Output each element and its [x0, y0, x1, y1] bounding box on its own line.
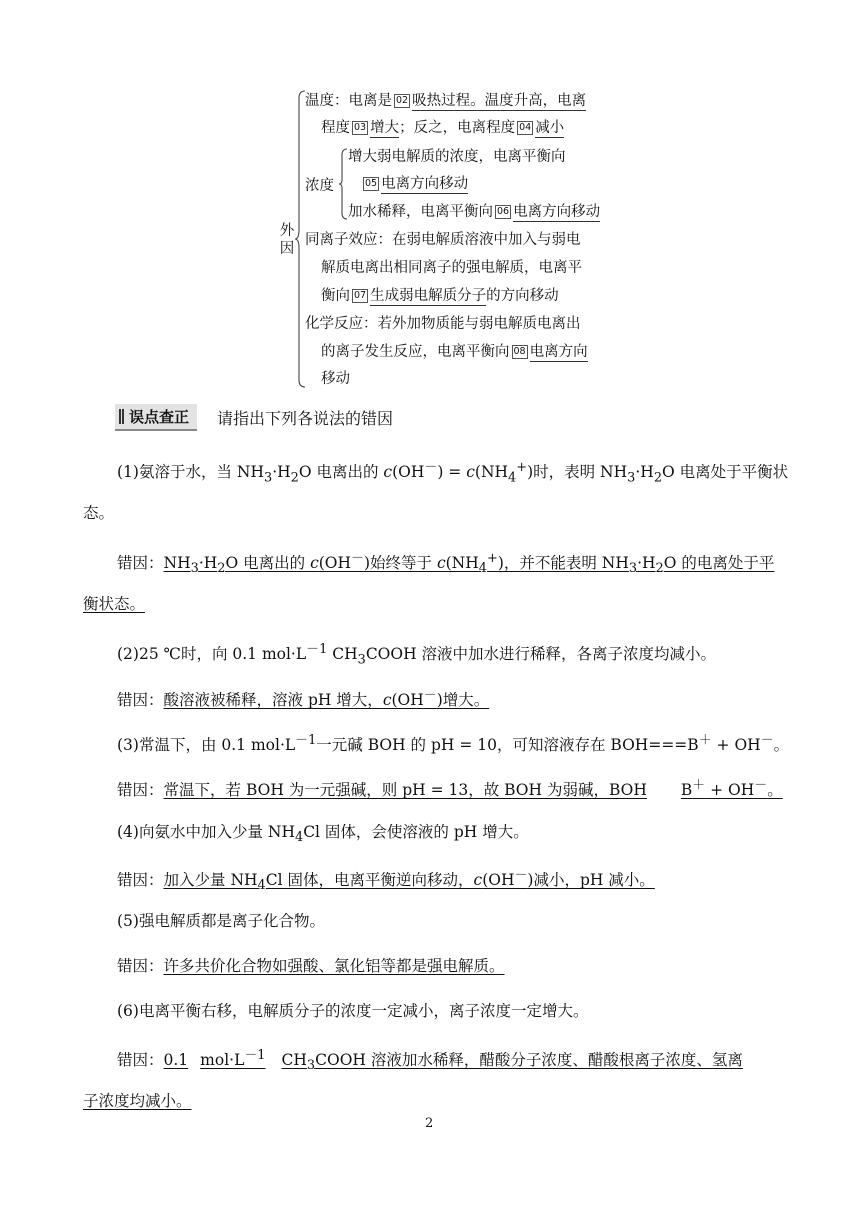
question-2 [117, 638, 716, 667]
e2-text-d: )增大。 [436, 691, 490, 710]
direction-move-text: 的方向移动 [486, 288, 559, 304]
q1-sub: 2 [290, 470, 299, 486]
degree-text: 程度 [321, 120, 350, 136]
q1-text-h: ·H [635, 463, 654, 482]
q3-text-c: B [687, 736, 699, 755]
e1-sub: 3 [628, 561, 638, 577]
e3-text-b: B [680, 781, 693, 800]
temperature-line2 [321, 119, 564, 137]
section-tag [115, 404, 197, 431]
q1-text-e: ) = [437, 463, 467, 482]
ionization-direction-answer-2: 电离方向移动 [513, 204, 601, 220]
error-5-answer: 许多共价化合物如强酸、氯化铝等都是强电解质。 [163, 957, 505, 975]
blank-number-03: 03 [354, 122, 367, 133]
e4-sup: － [514, 868, 528, 883]
direction-text: 衡向 [321, 288, 350, 304]
e1-text-b: ·H [198, 554, 218, 573]
error-6-line2: 子浓度均减小。 [83, 1092, 192, 1110]
e1-text-d: (OH [318, 554, 352, 573]
blank-number-05: 05 [365, 178, 378, 189]
q3-text-d: + OH [711, 736, 761, 755]
blank-number-02: 02 [396, 95, 409, 106]
external-factors-text: 外因 [279, 223, 295, 257]
ionization-direction-answer-1: 电离方向移动 [381, 176, 469, 192]
e2-c-symbol: c [382, 691, 392, 710]
e6-sup: －1 [244, 1048, 266, 1063]
q3-sup: ＋ [698, 733, 712, 748]
q1-text-i: O 电离处于平衡状 [662, 463, 789, 482]
e1-c-symbol: c [310, 554, 319, 573]
e3-sup: － [754, 778, 768, 793]
q1-sup: － [424, 460, 438, 475]
e1-sub: 2 [217, 561, 226, 577]
concentration-line1: 增大弱电解质的浓度，电离平衡向 [348, 149, 566, 165]
error-2 [117, 684, 489, 710]
question-5: (5)强电解质都是离子化合物。 [117, 912, 325, 930]
concentration-line3 [348, 203, 600, 221]
q2-sub: 3 [357, 652, 366, 668]
error-label: 错因： [117, 871, 164, 890]
e2-text-b: (OH [391, 691, 424, 710]
error-3 [117, 774, 783, 800]
chemical-reaction-line2 [321, 343, 588, 361]
error-label: 错因： [117, 957, 164, 975]
error-4-answer [163, 868, 655, 894]
q1-c-symbol: c [383, 463, 393, 482]
q1-sub: 3 [627, 470, 636, 486]
e4-text-b: Cl 固体，电离平衡逆向移动， [265, 871, 474, 890]
section-tag-text: 误点查正 [129, 408, 190, 426]
endothermic-text: 吸热过程。温度升高，电离 [412, 93, 587, 109]
error-3-answer [163, 778, 783, 800]
error-label: 错因： [117, 1051, 164, 1070]
q1-c-symbol: c [466, 463, 475, 482]
error-label: 错因： [117, 554, 164, 573]
e4-c-symbol: c [473, 871, 483, 890]
e1-text-f: (NH [445, 554, 479, 573]
ionization-direction-answer-3: 电离方向 [529, 344, 588, 360]
e1-text-e: )始终等于 [363, 554, 437, 573]
common-ion-line3 [321, 287, 559, 305]
e2-sup: － [423, 688, 437, 703]
e6-text-b: mol·L [200, 1051, 245, 1070]
error-6-line1 [117, 1044, 743, 1073]
q3-sup: －1 [295, 733, 317, 748]
blank-number-07: 07 [354, 290, 367, 301]
q1-sub: 4 [508, 470, 517, 486]
question-1-line2: 态。 [83, 504, 115, 522]
q3-text-a: (3)常温下，由 0.1 mol·L [117, 736, 296, 755]
e1-sub: 4 [478, 561, 487, 577]
e1-text-i: O 的电离处于平 [663, 554, 775, 573]
e1-sub: 2 [655, 561, 664, 577]
e3-text-d: 。 [767, 781, 783, 800]
bar-icon [119, 409, 125, 424]
error-5 [117, 954, 505, 976]
q1-sub: 3 [263, 470, 273, 486]
reaction-text: 的离子发生反应，电离平衡向 [321, 344, 510, 360]
e1-text-c: O 电离出的 [225, 554, 311, 573]
q3-sup: － [760, 733, 774, 748]
q4-text-a: (4)向氨水中加入少量 NH [117, 823, 295, 841]
q1-sub: 2 [653, 470, 663, 486]
dilution-text: 加水稀释，电离平衡向 [348, 204, 493, 220]
q2-sup: －1 [306, 642, 328, 657]
e4-text-e: )减小，pH 减小。 [527, 871, 655, 890]
external-factors-label [279, 222, 295, 258]
section-instruction: 请指出下列各说法的错因 [217, 409, 394, 428]
e6-text-c: CH [281, 1051, 307, 1070]
e1-sup: + [486, 551, 498, 566]
chemical-reaction-line1: 化学反应：若外加物质能与弱电解质电离出 [305, 316, 581, 332]
q2-text-a: (2)25 ℃时，向 0.1 mol·L [117, 645, 307, 664]
chemical-reaction-line3: 移动 [321, 371, 350, 387]
q4-text-b: Cl 固体，会使溶液的 pH 增大。 [303, 823, 529, 841]
e1-text-h: ·H [637, 554, 656, 573]
q2-text-b: CH [327, 645, 358, 664]
concentration-brace [338, 148, 348, 220]
error-1-answer [163, 551, 775, 577]
error-4 [117, 864, 655, 893]
e1-text-a: NH [163, 554, 191, 573]
error-label: 错因： [117, 781, 164, 800]
blank-number-08: 08 [513, 346, 526, 357]
error-1-line2: 衡状态。 [83, 595, 146, 613]
q3-text-b: 一元碱 BOH 的 pH = 10，可知溶液存在 BOH [316, 736, 649, 755]
error-6-answer [163, 1048, 743, 1074]
e4-sub: 4 [257, 878, 266, 894]
error-label: 错因： [117, 691, 164, 710]
q3-text-e: 。 [773, 736, 790, 755]
question-1-line1 [117, 456, 788, 485]
strong-ionization-sign: === [648, 736, 688, 755]
e1-c-symbol: c [436, 554, 446, 573]
section-banner [115, 404, 393, 431]
q1-text-a: (1)氨溶于水，当 NH [117, 463, 264, 482]
concentration-label: 浓度 [305, 178, 334, 194]
question-3 [117, 729, 789, 755]
question-4 [117, 820, 529, 845]
e6-text-a: 0.1 [163, 1051, 189, 1070]
e4-text-a: 加入少量 NH [163, 871, 258, 890]
e1-sup: － [351, 551, 364, 566]
e3-sup: ＋ [692, 778, 706, 793]
blank-number-04: 04 [519, 122, 532, 133]
error-2-answer [163, 688, 490, 710]
q1-text-d: (OH [392, 463, 425, 482]
temperature-text: 温度：电离是 [305, 93, 392, 109]
temperature-line1 [305, 92, 586, 110]
error-1-line1 [117, 547, 774, 576]
e6-text-d: COOH 溶液加水稀释，醋酸分子浓度、醋酸根离子浓度、氢离 [315, 1051, 743, 1070]
common-ion-line1: 同离子效应：在弱电解质溶液中加入与弱电 [305, 232, 581, 248]
question-6: (6)电离平衡右移，电解质分子的浓度一定减小，离子浓度一定增大。 [117, 1002, 589, 1020]
page-number: 2 [425, 1116, 434, 1131]
blank-number-06: 06 [497, 206, 510, 217]
e2-text-a: 酸溶液被稀释，溶液 pH 增大， [163, 691, 383, 710]
decrease-answer: 减小 [535, 120, 565, 136]
q1-text-b: ·H [272, 463, 291, 482]
e3-text-a: 常温下，若 BOH 为一元强碱，则 pH = 13，故 BOH 为弱碱，BOH [163, 781, 647, 800]
e1-text-g: )，并不能表明 NH [497, 554, 629, 573]
e4-text-d: (OH [482, 871, 515, 890]
q2-text-c: COOH 溶液中加水进行稀释，各离子浓度均减小。 [365, 645, 717, 664]
common-ion-line2: 解质电离出相同离子的强电解质，电离平 [321, 260, 582, 276]
weak-molecule-answer: 生成弱电解质分子 [370, 288, 487, 304]
q1-text-g: )时，表明 NH [527, 463, 628, 482]
q4-sub: 4 [294, 830, 304, 846]
conversely-text: ；反之，电离程度 [399, 120, 516, 136]
concentration-line2 [361, 175, 468, 193]
e6-sub: 3 [306, 1058, 316, 1074]
increase-answer: 增大 [370, 120, 400, 136]
q1-text-f: (NH [474, 463, 509, 482]
e1-sub: 3 [190, 561, 199, 577]
q1-sup: + [516, 460, 528, 475]
e3-text-c: + OH [705, 781, 755, 800]
q1-text-c: O 电离出的 [298, 463, 384, 482]
